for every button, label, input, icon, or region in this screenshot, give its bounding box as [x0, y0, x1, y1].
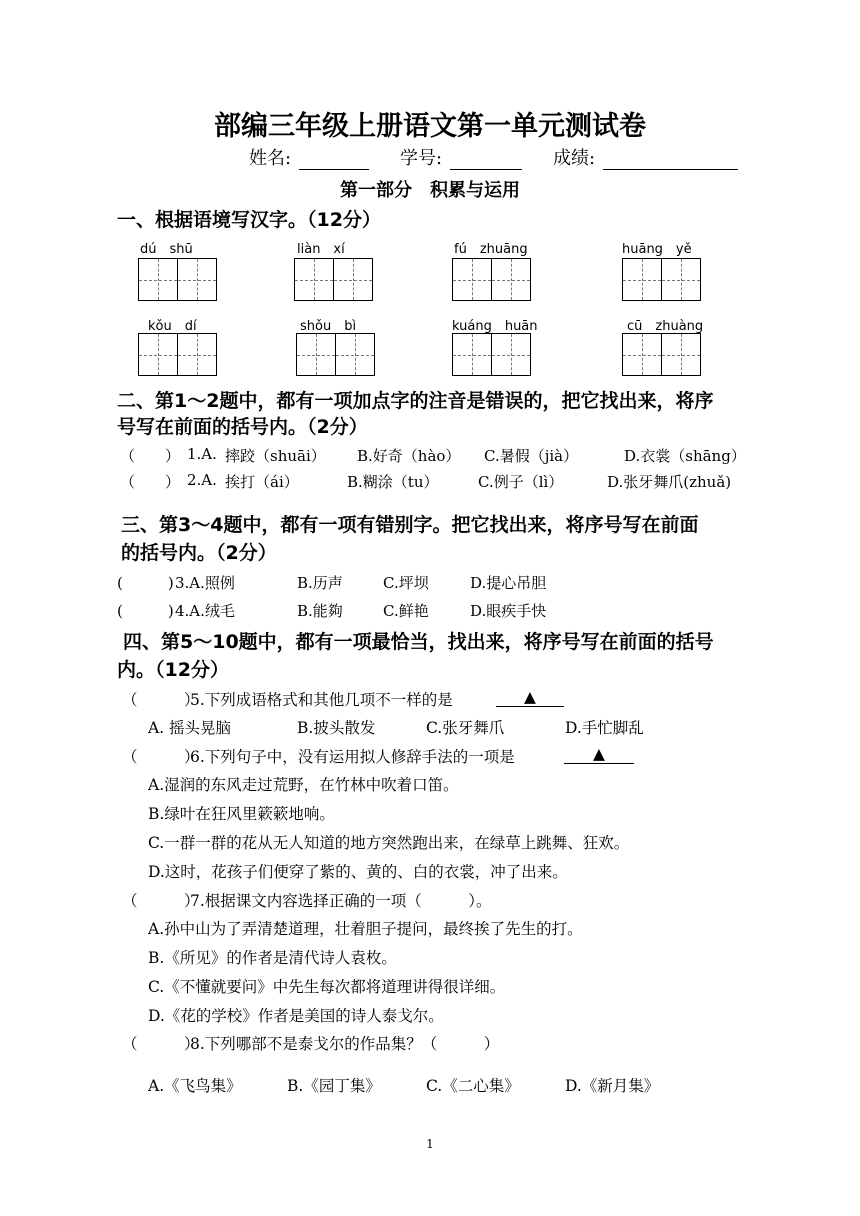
option-b: B.好奇（hào） [357, 447, 461, 465]
writing-cell[interactable] [138, 333, 178, 376]
tianzige-box[interactable] [452, 258, 530, 301]
option-a: 4.A.绒毛 [175, 602, 235, 620]
option-d: D.衣裳（shāng） [624, 447, 746, 465]
question-number: 1.A. [187, 445, 217, 463]
section1-heading: 一、根据语境写汉字。（12分） [117, 209, 381, 231]
option-c: C.暑假（jià） [484, 447, 579, 465]
pinyin-label: liàn xí [297, 242, 345, 257]
option-b: B.绿叶在狂风里簌簌地响。 [148, 805, 335, 823]
option-c: C.例子（lì） [478, 473, 564, 491]
writing-cell[interactable] [177, 333, 217, 376]
answer-paren[interactable]: （ ） [122, 691, 200, 709]
section3-heading: 三、第3～4题中，都有一项有错别字。把它找出来，将序号写在前面 [121, 514, 699, 536]
triangle-marker-icon: ▲ [593, 745, 605, 763]
option-d: D.提心吊胆 [470, 574, 547, 592]
tianzige-box[interactable] [294, 258, 372, 301]
tianzige-box[interactable] [138, 333, 216, 376]
option-a: 3.A.照例 [175, 574, 235, 592]
pinyin-label: dú shū [140, 242, 193, 257]
page-number: 1 [426, 1137, 434, 1151]
name-blank[interactable] [299, 151, 369, 170]
writing-cell[interactable] [177, 258, 217, 301]
option-c: C.张牙舞爪 [426, 719, 505, 737]
section2-heading: 二、第1～2题中，都有一项加点字的注音是错误的，把它找出来，将序 [117, 390, 714, 412]
option-c: C.《不懂就要问》中先生每次都将道理讲得很详细。 [148, 978, 506, 996]
writing-cell[interactable] [661, 333, 701, 376]
tianzige-box[interactable] [296, 333, 374, 376]
question-stem: 7.根据课文内容选择正确的一项（ ）。 [190, 892, 492, 910]
option-d: D.《新月集》 [565, 1077, 660, 1095]
option-d: D.这时，花孩子们便穿了紫的、黄的、白的衣裳，冲了出来。 [148, 863, 568, 881]
triangle-marker-icon: ▲ [524, 688, 536, 706]
writing-cell[interactable] [622, 333, 662, 376]
answer-paren[interactable]: （ ） [122, 892, 200, 910]
question-stem: 6.下列句子中，没有运用拟人修辞手法的一项是 [190, 748, 515, 766]
score-label: 成绩: [553, 148, 596, 169]
answer-blank[interactable] [564, 745, 634, 764]
tianzige-box[interactable] [138, 258, 216, 301]
option-d: D.手忙脚乱 [565, 719, 644, 737]
writing-cell[interactable] [452, 258, 492, 301]
name-label: 姓名: [249, 148, 292, 169]
answer-paren[interactable]: （ ） [122, 1035, 200, 1053]
writing-cell[interactable] [661, 258, 701, 301]
writing-cell[interactable] [333, 258, 373, 301]
page-title: 部编三年级上册语文第一单元测试卷 [214, 111, 646, 142]
name-field [249, 144, 369, 170]
pinyin-label: kuáng huān [452, 319, 538, 334]
option-b: B.《所见》的作者是清代诗人袁枚。 [148, 949, 397, 967]
student-id-field [400, 144, 522, 170]
section4-heading-cont: 内。（12分） [117, 659, 229, 681]
option-a: A.湿润的东风走过荒野，在竹林中吹着口笛。 [148, 776, 459, 794]
answer-paren[interactable]: ( ) [117, 602, 174, 620]
question-stem: 5.下列成语格式和其他几项不一样的是 [190, 691, 453, 709]
option-d: D.《花的学校》作者是美国的诗人泰戈尔。 [148, 1007, 444, 1025]
option-b: B.糊涂（tu） [347, 473, 439, 491]
tianzige-box[interactable] [622, 258, 700, 301]
pinyin-label: fú zhuāng [454, 242, 528, 257]
pinyin-label: kǒu dí [148, 319, 197, 334]
writing-cell[interactable] [138, 258, 178, 301]
score-blank[interactable] [603, 151, 738, 170]
section4-heading: 四、第5～10题中，都有一项最恰当，找出来，将序号写在前面的括号 [123, 631, 714, 653]
answer-paren[interactable]: （ ） [122, 748, 200, 766]
option-c: C.鲜艳 [383, 602, 429, 620]
option-b: B.能夠 [297, 602, 343, 620]
writing-cell[interactable] [452, 333, 492, 376]
student-id-label: 学号: [400, 148, 443, 169]
section3-heading-cont: 的括号内。（2分） [121, 542, 277, 564]
option-b: B.《园丁集》 [287, 1077, 381, 1095]
option-a: A.孙中山为了弄清楚道理，壮着胆子提问，最终挨了先生的打。 [148, 920, 583, 938]
option-b: B.披头散发 [297, 719, 376, 737]
option-c: C.《二心集》 [426, 1077, 520, 1095]
student-id-blank[interactable] [450, 151, 522, 170]
writing-cell[interactable] [296, 333, 336, 376]
option-d: D.眼疾手快 [470, 602, 547, 620]
question-stem: 8.下列哪部不是泰戈尔的作品集？（ ） [190, 1035, 500, 1053]
answer-paren[interactable]: （ ） [120, 473, 181, 491]
section2-heading-cont: 号写在前面的括号内。（2分） [117, 416, 368, 438]
tianzige-box[interactable] [622, 333, 700, 376]
option-b: B.历声 [297, 574, 343, 592]
writing-cell[interactable] [294, 258, 334, 301]
option-a: A. 摇头晃脑 [148, 719, 232, 737]
writing-cell[interactable] [491, 258, 531, 301]
option-d: D.张牙舞爪(zhuǎ) [607, 473, 732, 491]
tianzige-box[interactable] [452, 333, 530, 376]
question-number: 2.A. [187, 471, 217, 489]
score-field [553, 144, 738, 170]
pinyin-label: huāng yě [622, 242, 692, 257]
writing-cell[interactable] [491, 333, 531, 376]
writing-cell[interactable] [622, 258, 662, 301]
option-a: 挨打（ái） [225, 473, 299, 491]
option-a: A.《飞鸟集》 [148, 1077, 242, 1095]
option-c: C.一群一群的花从无人知道的地方突然跑出来，在绿草上跳舞、狂欢。 [148, 834, 630, 852]
option-a: 摔跤（shuāi） [225, 447, 326, 465]
answer-paren[interactable]: ( ) [117, 574, 174, 592]
pinyin-label: shǒu bì [300, 319, 357, 334]
answer-paren[interactable]: （ ） [120, 447, 181, 465]
writing-cell[interactable] [335, 333, 375, 376]
part-heading: 第一部分 积累与运用 [340, 180, 520, 201]
option-c: C.坪坝 [383, 574, 429, 592]
pinyin-label: cū zhuàng [627, 319, 704, 334]
answer-blank[interactable] [496, 688, 564, 707]
